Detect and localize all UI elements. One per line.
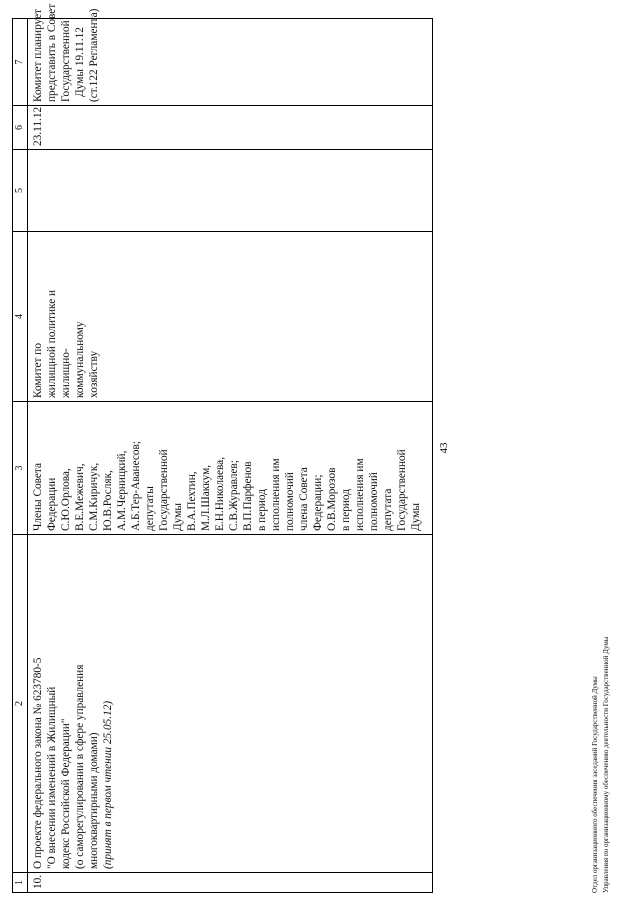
- committee-line: жилищно-: [60, 348, 72, 398]
- author-line: депутаты: [144, 486, 156, 531]
- author-line: исполнения им: [354, 458, 366, 531]
- author-line: В.П.Парфенов: [242, 461, 254, 531]
- author-line: С.М.Киричук,: [88, 462, 100, 531]
- author-line: А.М.Черницкий,: [116, 450, 128, 531]
- column-header-2: 2: [13, 535, 28, 873]
- bill-title-line: О проекте федерального закона № 623780-5: [32, 657, 44, 869]
- plan-line: Думы 19.11.12: [74, 27, 86, 97]
- author-line: Думы: [172, 503, 184, 531]
- author-line: исполнения им: [270, 458, 282, 531]
- table-bottom-border: [431, 19, 433, 893]
- committee-line: Комитет по: [32, 342, 44, 398]
- author-line: Думы: [410, 503, 422, 531]
- author-line: О.В.Морозов: [326, 467, 338, 531]
- bill-title-line: кодекс Российской Федерации": [60, 718, 72, 869]
- table-row: [28, 19, 432, 893]
- committee-cell: [28, 232, 432, 402]
- author-line: в период: [256, 489, 268, 531]
- column-header-6: 6: [13, 106, 28, 150]
- legislation-table: [12, 3, 433, 893]
- author-line: депутата: [382, 488, 394, 531]
- empty-cell-5: [28, 150, 432, 232]
- author-line: Ю.В.Росляк,: [102, 470, 114, 531]
- author-line: Государственной: [396, 449, 408, 531]
- author-line: С.В.Журавлев;: [228, 460, 240, 531]
- author-line: В.Е.Межевич,: [74, 463, 86, 531]
- date-cell: [28, 106, 432, 150]
- plan-line: представить в Совет: [46, 3, 58, 102]
- bill-title-line: "О внесении изменений в Жилищный: [46, 686, 58, 869]
- authors-cell: [28, 402, 432, 535]
- row-number: 10.: [32, 874, 44, 889]
- author-line: М.Л.Шаккум,: [200, 464, 212, 531]
- plan-line: (ст.122 Регламента): [88, 8, 100, 102]
- column-header-5: 5: [13, 150, 28, 232]
- author-line: члена Совета: [298, 467, 310, 531]
- plan-cell: [28, 3, 432, 106]
- column-header-4: 4: [13, 232, 28, 402]
- author-line: В.А.Пехтин,: [186, 471, 198, 531]
- plan-line: Государственной: [60, 20, 72, 102]
- author-line: Члены Совета: [32, 462, 44, 531]
- row-number-cell: [28, 873, 432, 893]
- column-number-row: [13, 19, 28, 893]
- footer-department-line: Отдел организационного обеспечения заседаний Государственной Думы: [591, 676, 599, 893]
- bill-title-line: многоквартирными домами): [88, 732, 100, 869]
- bill-reading-note: (принят в первом чтении 25.05.12): [102, 700, 114, 869]
- author-line: Государственной: [158, 449, 170, 531]
- column-header-7: 7: [13, 19, 28, 106]
- author-line: полномочий: [368, 472, 380, 531]
- author-line: в период: [340, 489, 352, 531]
- column-header-1: 1: [13, 873, 28, 893]
- author-line: Федерации;: [312, 474, 324, 531]
- committee-line: хозяйству: [88, 350, 100, 398]
- author-line: С.Ю.Орлова,: [60, 468, 72, 531]
- page-number: 43: [438, 442, 450, 454]
- date-value: 23.11.12: [32, 106, 44, 146]
- bill-title-line: (о саморегулировании в сфере управления: [74, 664, 86, 869]
- bill-title-cell: [28, 535, 432, 873]
- author-line: А.Б.Тер-Аванесов;: [130, 440, 142, 531]
- committee-line: жилищной политике и: [46, 289, 58, 398]
- author-line: Е.Н.Николаева,: [214, 456, 226, 531]
- author-line: полномочий: [284, 472, 296, 531]
- plan-line: Комитет планирует: [32, 8, 44, 102]
- author-line: Федерации: [46, 477, 58, 531]
- column-header-3: 3: [13, 402, 28, 535]
- committee-line: коммунальному: [74, 321, 86, 398]
- footer-directorate-line: Управления по организационному обеспечению деятельности Государственной Думы: [602, 636, 610, 893]
